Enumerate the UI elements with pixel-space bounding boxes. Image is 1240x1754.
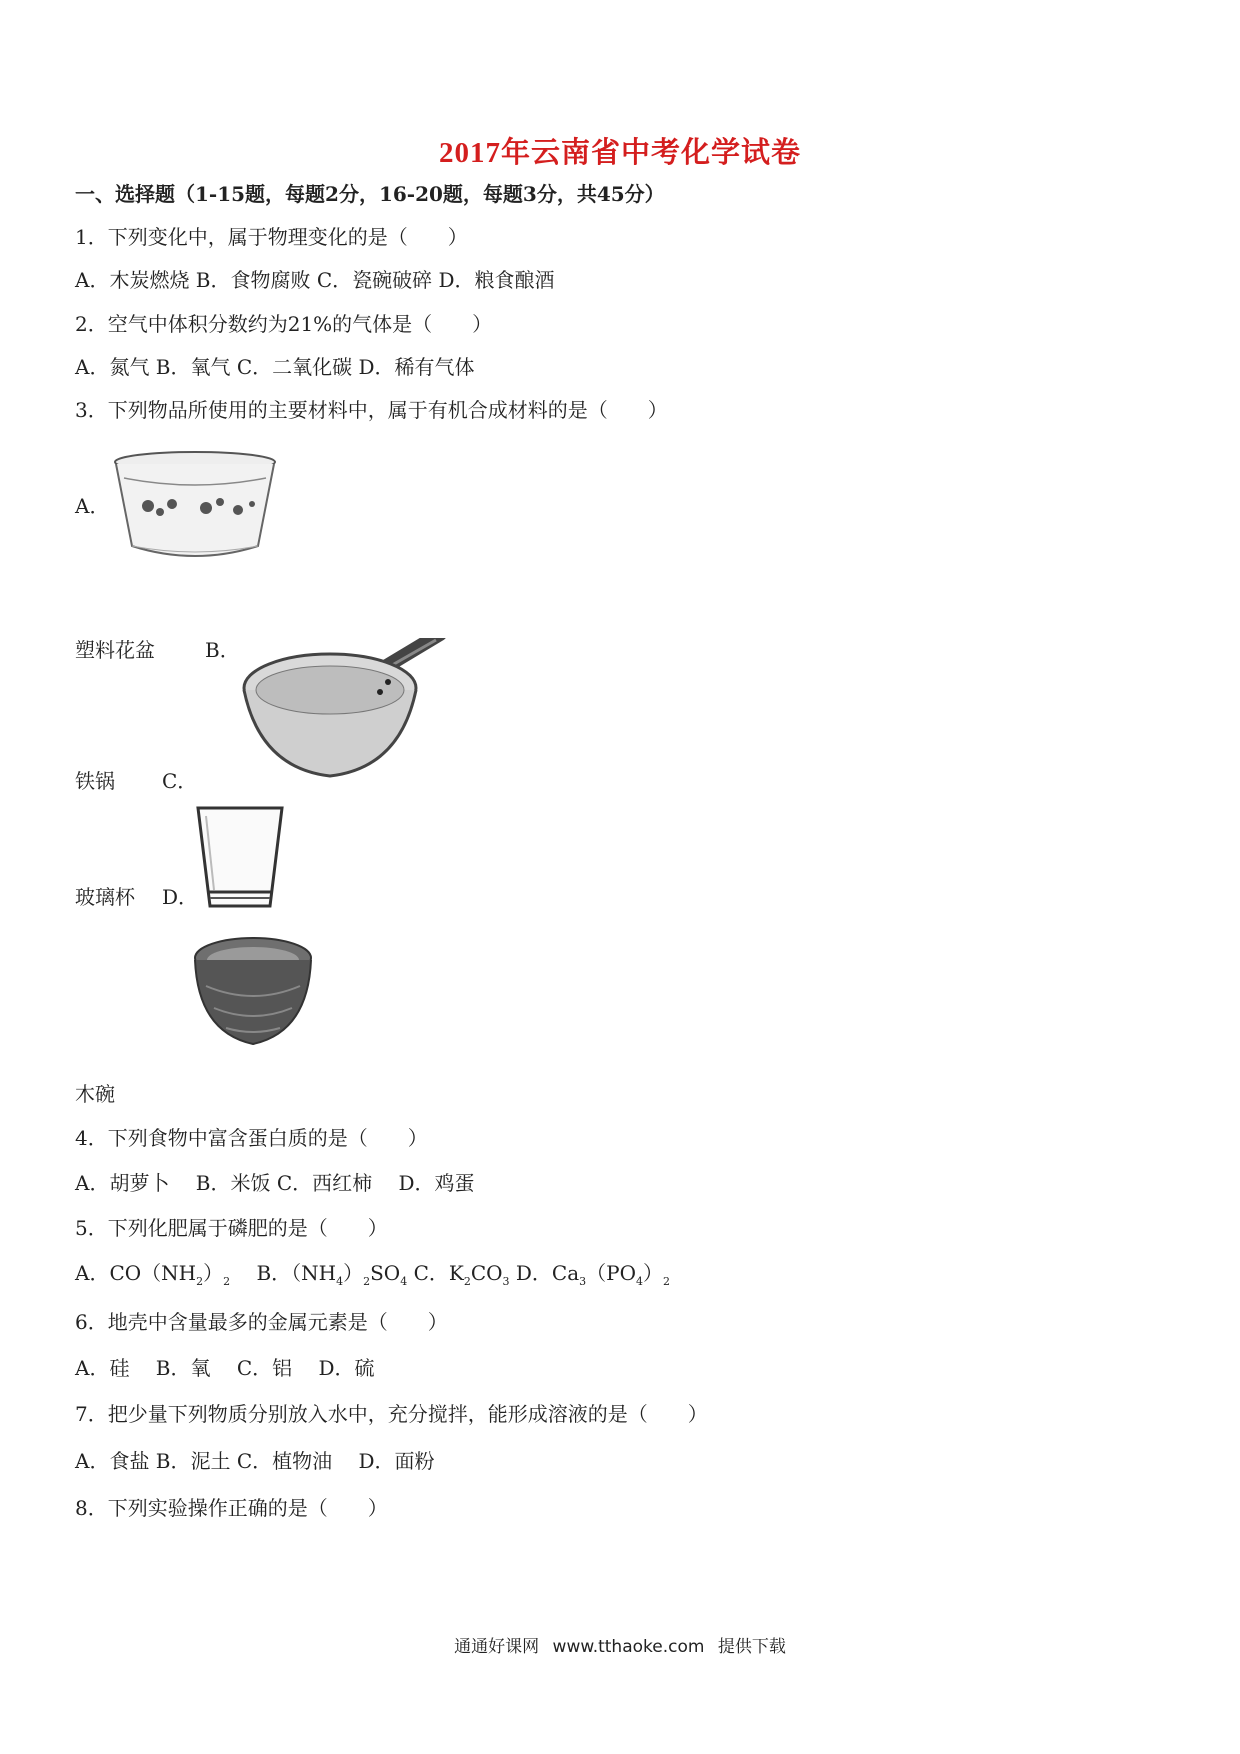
q3-caption-c: 玻璃杯 bbox=[75, 885, 135, 909]
footer-site-name: 通通好课网 bbox=[454, 1637, 540, 1657]
footer-suffix: 提供下载 bbox=[717, 1637, 786, 1657]
question-6-stem: 6．地壳中含量最多的金属元素是（ ） bbox=[75, 1310, 448, 1334]
footer-url[interactable]: www.tthaoke.com bbox=[552, 1637, 705, 1657]
question-4-options: A．胡萝卜 B．米饭 C．西红柿 D．鸡蛋 bbox=[75, 1171, 475, 1195]
q5-option-b: B．$(NH_4)_2SO_4$ bbox=[256, 1261, 408, 1288]
question-8-stem: 8．下列实验操作正确的是（ ） bbox=[75, 1496, 388, 1520]
q5-option-c: C．$K_2CO_3$ bbox=[413, 1261, 510, 1288]
section-heading: 一、选择题（1-15题，每题2分，16-20题，每题3分，共45分） bbox=[75, 182, 665, 206]
q3-caption-d: 木碗 bbox=[75, 1082, 115, 1106]
question-1-options: A．木炭燃烧 B．食物腐败 C．瓷碗破碎 D．粮食酿酒 bbox=[75, 268, 555, 292]
question-2-stem: 2．空气中体积分数约为21%的气体是（ ） bbox=[75, 312, 493, 336]
glass-cup-icon bbox=[196, 806, 286, 914]
iron-wok-icon bbox=[240, 638, 460, 798]
question-3-stem: 3．下列物品所使用的主要材料中，属于有机合成材料的是（ ） bbox=[75, 398, 668, 422]
question-1-stem: 1．下列变化中，属于物理变化的是（ ） bbox=[75, 225, 468, 249]
q3-option-c-letter: C． bbox=[162, 769, 198, 793]
q3-option-a-letter: A． bbox=[75, 494, 110, 518]
plastic-flowerpot-icon bbox=[110, 448, 280, 564]
q3-caption-a: 塑料花盆 bbox=[75, 638, 155, 662]
question-6-options: A．硅 B．氧 C．铝 D．硫 bbox=[75, 1356, 375, 1380]
wooden-bowl-icon bbox=[192, 936, 314, 1048]
page-title: 2017年云南省中考化学试卷 bbox=[438, 137, 801, 169]
q3-option-b-letter: B． bbox=[205, 638, 240, 662]
q5-option-a: A．$CO(NH_2)_2$ bbox=[75, 1261, 231, 1288]
q3-option-d-letter: D． bbox=[162, 885, 199, 909]
question-7-stem: 7．把少量下列物质分别放入水中，充分搅拌，能形成溶液的是（ ） bbox=[75, 1402, 708, 1426]
question-5-options bbox=[75, 1257, 670, 1288]
question-2-options: A．氮气 B．氧气 C．二氧化碳 D．稀有气体 bbox=[75, 355, 475, 379]
q3-caption-b: 铁锅 bbox=[75, 769, 115, 793]
question-7-options: A．食盐 B．泥土 C．植物油 D．面粉 bbox=[75, 1449, 435, 1473]
page-footer bbox=[0, 1632, 1240, 1657]
question-4-stem: 4．下列食物中富含蛋白质的是（ ） bbox=[75, 1126, 428, 1150]
question-5-stem: 5．下列化肥属于磷肥的是（ ） bbox=[75, 1216, 388, 1240]
q5-option-d: D．$Ca_3(PO_4)_2$ bbox=[515, 1261, 670, 1288]
